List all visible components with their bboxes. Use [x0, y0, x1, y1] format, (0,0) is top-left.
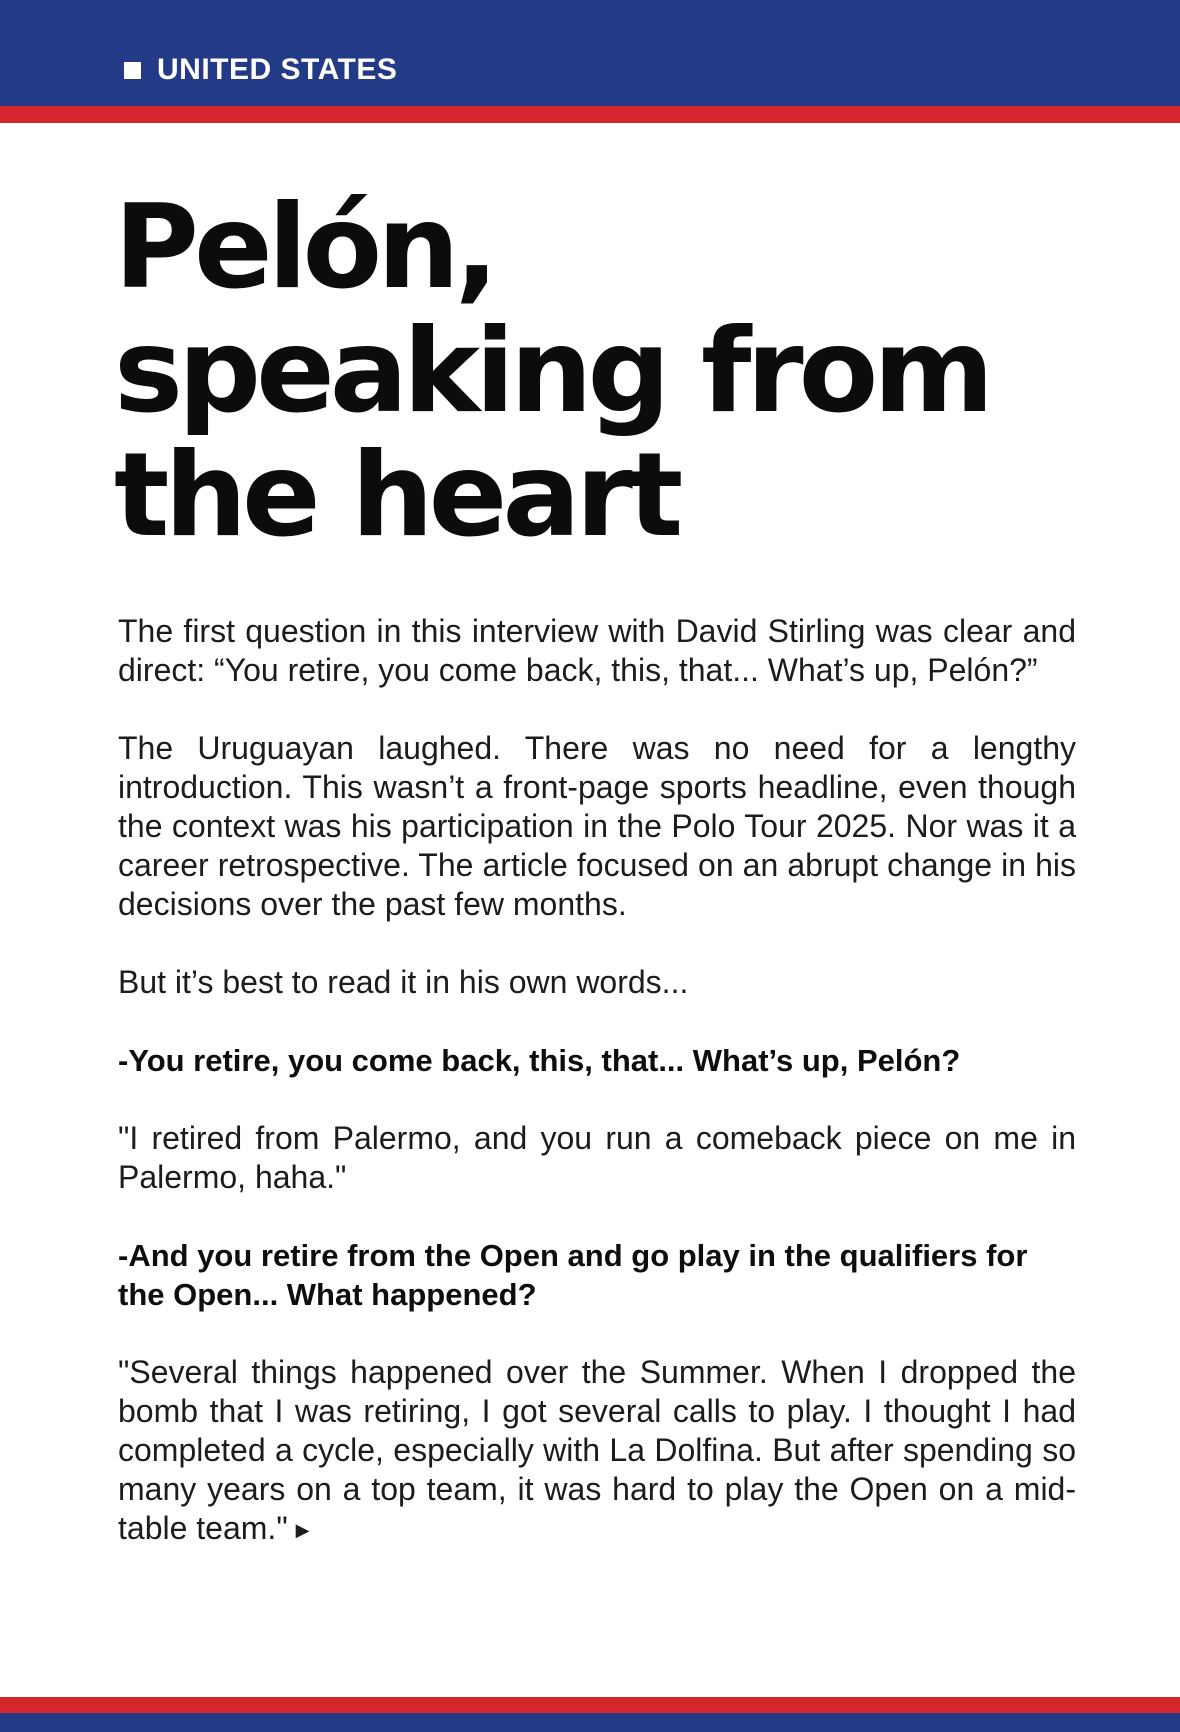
body-paragraph: But it’s best to read it in his own words... [118, 964, 689, 1000]
header-stripe [0, 106, 1180, 123]
section-label: UNITED STATES [157, 53, 398, 86]
footer-stripe [0, 1697, 1180, 1713]
body-paragraph: The Uruguayan laughed. There was no need for a lengthy introduction. This wasn’t a front-page sports headline, even though the context was his participation in the Polo Tour 2025. Nor was it a career retrospective. The article focused on an abrupt change in his decisions over the past few months. [118, 730, 1076, 922]
headline-line: Pelón, [114, 180, 494, 315]
headline-line: the heart [114, 428, 679, 563]
interview-answer: "I retired from Palermo, and you run a comeback piece on me in Palermo, haha." [118, 1120, 1076, 1195]
headline-line: speaking from [114, 304, 990, 439]
square-bullet-icon [124, 62, 141, 79]
intro-paragraph: The first question in this interview with David Stirling was clear and direct: “You retire, you come back, this, that... What’s up, Pelón?” [118, 613, 1076, 688]
headline [114, 180, 1114, 563]
footer-band [0, 1713, 1180, 1732]
answer-text: "Several things happened over the Summer. When I dropped the bomb that I was retiring, I got several calls to play. I thought I had completed a cycle, especially with La Dolfina. But after spending so many years on a top team, it was hard to play the Open on a mid-table team." [118, 1354, 1076, 1546]
interview-answer [118, 1353, 1076, 1550]
interview-question: -You retire, you come back, this, that... What’s up, Pelón? [118, 1043, 961, 1078]
continue-arrow-icon: ▶ [295, 1520, 310, 1541]
interview-question: -And you retire from the Open and go play in the qualifiers for the Open... What happened? [118, 1238, 1028, 1312]
article-body [118, 612, 1076, 1550]
section-tag [124, 52, 397, 88]
